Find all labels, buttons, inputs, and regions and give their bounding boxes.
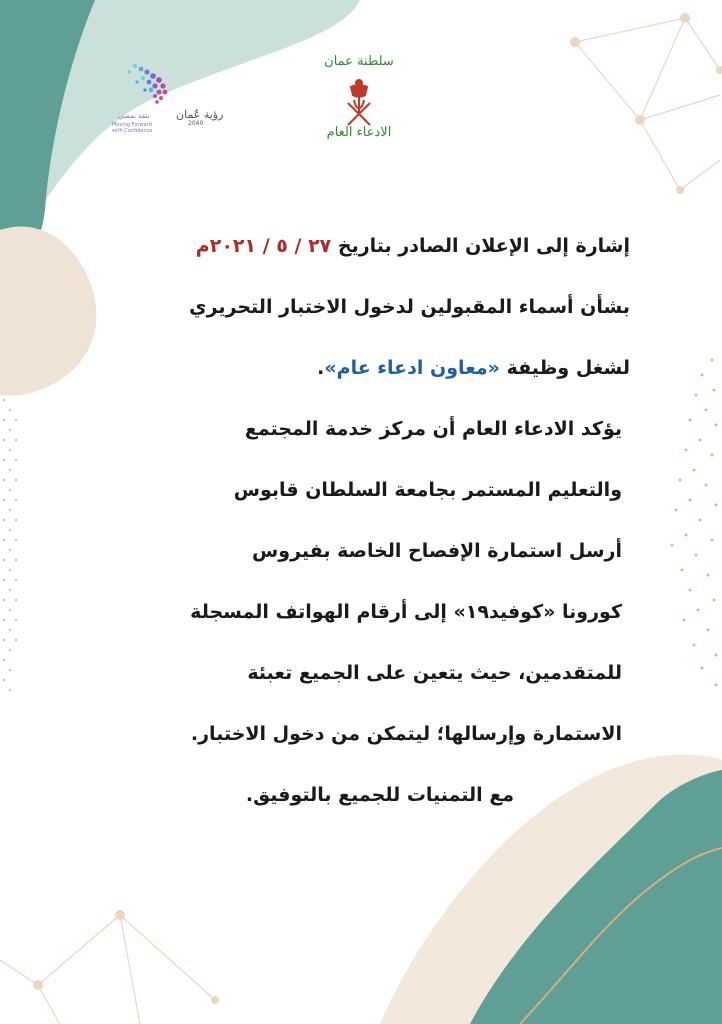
left-beige-blob xyxy=(0,226,96,395)
body-line: للمتقدمين، حيث يتعين على الجميع تعبئة xyxy=(247,662,622,684)
vision-dots-graphic xyxy=(127,64,167,104)
dots-left xyxy=(3,399,18,692)
line3-text: لشغل وظيفة xyxy=(506,357,630,379)
closing-line: مع التمنيات للجميع بالتوفيق. xyxy=(245,784,515,806)
announcement-line-1 xyxy=(90,216,630,277)
announcement-line-3 xyxy=(90,338,630,399)
vision-slogan-en-line1: Moving Forward xyxy=(112,122,152,128)
dots-right xyxy=(671,359,718,687)
khanjar-icon xyxy=(348,80,370,125)
vision-arabic-title: رؤية عُمان xyxy=(176,108,224,121)
emblem-top-text: سلطنة عمان xyxy=(324,54,394,69)
line1-text: إشارة إلى الإعلان الصادر بتاريخ xyxy=(337,235,630,257)
job-title: «معاون ادعاء عام» xyxy=(324,357,500,379)
body-line: والتعليم المستمر بجامعة السلطان قابوس xyxy=(233,479,622,501)
emblem-bottom-text: الادعاء العام xyxy=(326,125,392,140)
network-nodes-bottom-left xyxy=(33,910,219,1004)
vision-year: 2040 xyxy=(188,120,204,127)
announcement-body xyxy=(90,216,630,826)
body-line: أرسل استمارة الإفصاح الخاصة بفيروس xyxy=(252,540,622,562)
network-lines-bottom-left xyxy=(0,915,215,1024)
line3-period: . xyxy=(317,357,325,379)
vision-slogan-arabic: بثقة نمضي xyxy=(118,112,150,120)
announcement-line-2: بشأن أسماء المقبولين لدخول الاختبار التحريري xyxy=(189,296,630,318)
body-line: كورونا «كوفيد١٩» إلى أرقام الهواتف المسجلة xyxy=(190,601,622,623)
body-line: يؤكد الادعاء العام أن مركز خدمة المجتمع xyxy=(244,418,622,440)
network-lines-top-right xyxy=(575,18,720,190)
body-line: الاستمارة وإرسالها؛ ليتمكن من دخول الاختبار. xyxy=(190,723,622,745)
announcement-date: ٢٧ / ٥ / ٢٠٢١م xyxy=(195,235,332,257)
vision-slogan-en-line2: with Confidence xyxy=(112,128,153,134)
